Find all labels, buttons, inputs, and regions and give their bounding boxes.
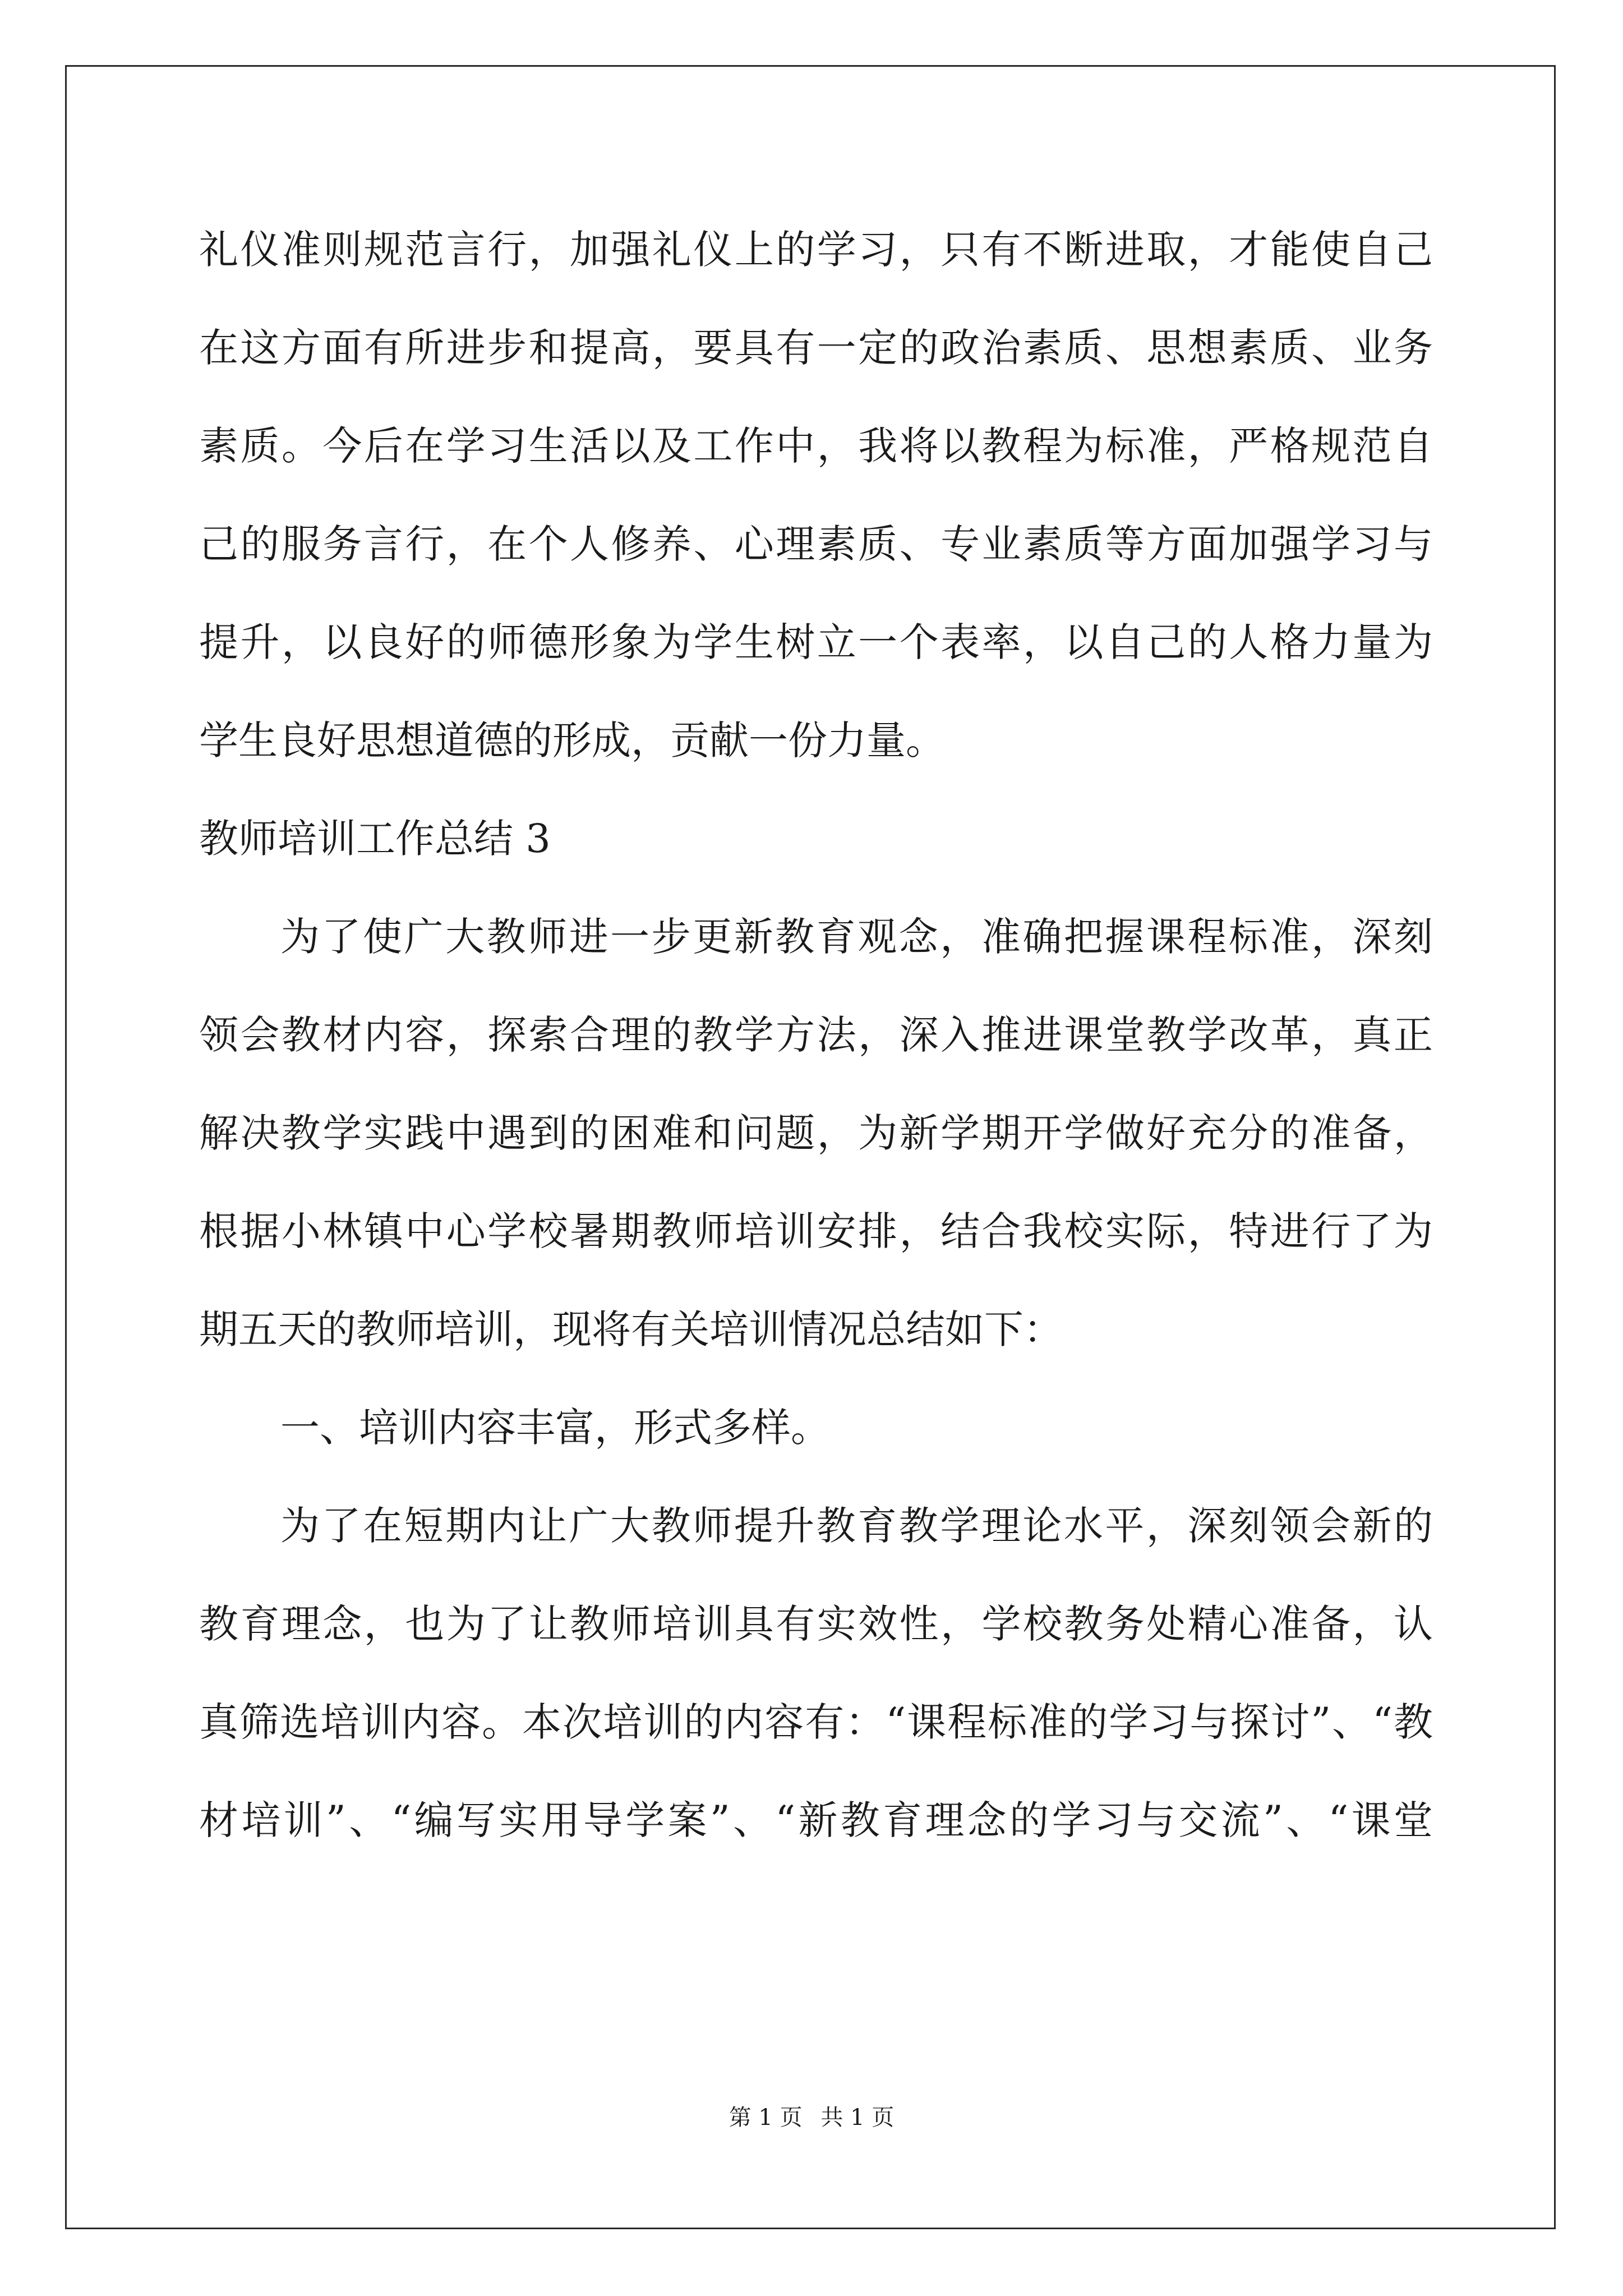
paragraph-line: 素质。今后在学习生活以及工作中，我将以教程为标准，严格规范自 (199, 423, 1433, 469)
page-footer (0, 2101, 1623, 2134)
paragraph-line: 领会教材内容，探索合理的教学方法，深入推进课堂教学改革，真正 (199, 1012, 1433, 1058)
paragraph-line: 己的服务言行，在个人修养、心理素质、专业素质等方面加强学习与 (199, 521, 1433, 567)
paragraph-line: 期五天的教师培训，现将有关培训情况总结如下： (199, 1306, 1063, 1352)
paragraph-line: 解决教学实践中遇到的困难和问题，为新学期开学做好充分的准备， (199, 1110, 1433, 1156)
paragraph-line: 提升，以良好的师德形象为学生树立一个表率，以自己的人格力量为 (199, 619, 1433, 665)
subheading: 一、培训内容丰富，形式多样。 (280, 1405, 830, 1451)
paragraph-line: 学生良好思想道德的形成，贡献一份力量。 (199, 717, 945, 763)
section-title: 教师培训工作总结 3 (199, 816, 551, 862)
paragraph-line: 真筛选培训内容。本次培训的内容有：“课程标准的学习与探讨”、“教 (199, 1699, 1433, 1745)
paragraph-line: 在这方面有所进步和提高，要具有一定的政治素质、思想素质、业务 (199, 325, 1433, 371)
page-number: 第 1 页 (728, 2105, 803, 2131)
paragraph-line: 为了在短期内让广大教师提升教育教学理论水平，深刻领会新的 (280, 1503, 1433, 1549)
page-total: 共 1 页 (820, 2105, 895, 2131)
paragraph-line: 根据小林镇中心学校暑期教师培训安排，结合我校实际，特进行了为 (199, 1208, 1433, 1254)
paragraph-line: 礼仪准则规范言行，加强礼仪上的学习，只有不断进取，才能使自己 (199, 227, 1433, 273)
paragraph-line: 教育理念，也为了让教师培训具有实效性，学校教务处精心准备，认 (199, 1601, 1433, 1647)
paragraph-line: 为了使广大教师进一步更新教育观念，准确把握课程标准，深刻 (280, 914, 1433, 960)
paragraph-line: 材培训”、“编写实用导学案”、“新教育理念的学习与交流”、“课堂 (199, 1797, 1433, 1843)
